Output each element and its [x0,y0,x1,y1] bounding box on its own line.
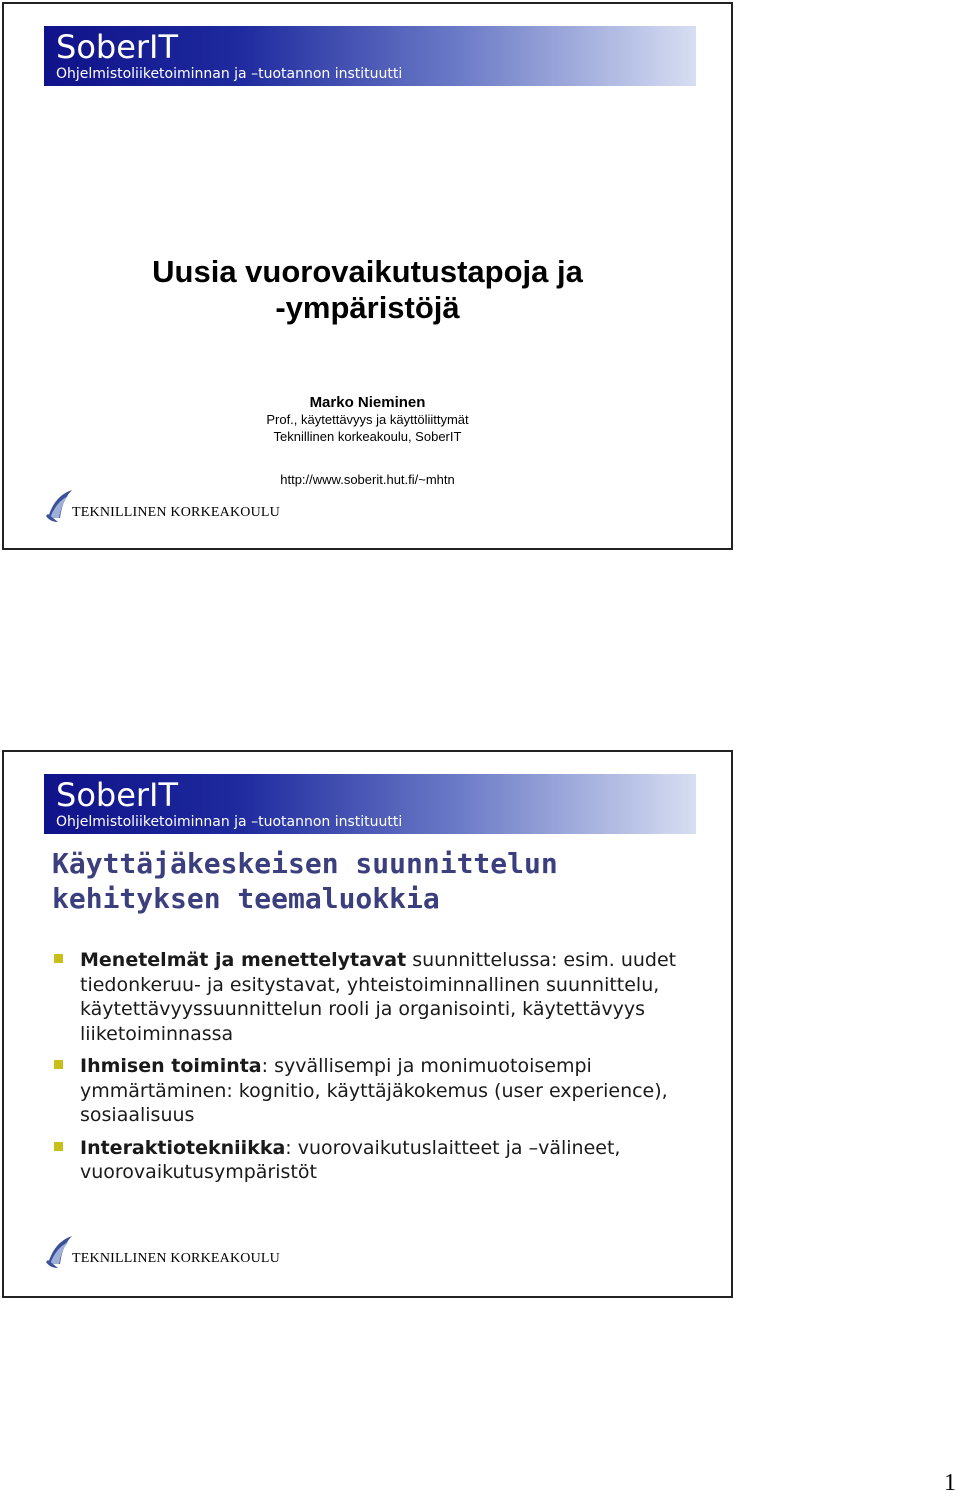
slide-1 [2,2,733,550]
bullet-heading: Interaktiotekniikka [80,1136,286,1159]
bullet-item [52,1054,702,1128]
slide-title-line-1: Uusia vuorovaikutustapoja ja [152,254,583,289]
university-emblem-icon [44,488,74,524]
brand-name: SoberIT [56,776,179,814]
slide-title-line-1: Käyttäjäkeskeisen suunnittelun [52,847,558,880]
bullet-square-icon [54,1060,63,1069]
author-affiliation: Teknillinen korkeakoulu, SoberIT [273,429,462,444]
slide-title-line-2: -ympäristöjä [275,290,460,325]
bullet-list [52,948,702,1193]
bullet-heading: Ihmisen toiminta [80,1055,262,1077]
bullet-heading: Menetelmät ja menettelytavat [80,949,407,971]
page-number: 1 [944,1470,956,1496]
slide-title [4,254,731,326]
bullet-item [52,948,702,1046]
university-name: TEKNILLINEN KORKEAKOULU [72,505,280,520]
slide-2 [2,750,733,1298]
slide-title [52,846,692,916]
slide-banner [44,26,696,86]
bullet-item [52,1136,702,1185]
university-logo [44,1234,304,1270]
university-emblem-icon [44,1234,74,1270]
university-name: TEKNILLINEN KORKEAKOULU [72,1251,280,1266]
author-url: http://www.soberit.hut.fi/~mhtn [280,472,455,487]
author-name: Marko Nieminen [309,394,426,411]
bullet-text: suunnittelussa: esim. uudet tiedonkeruu- ja esitystavat, yhteistoiminnallinen suunnittelu, käytettävyyssuunnittelun rooli ja organisointi, käytettävyys liiketoiminnassa [80,949,677,1045]
author-role: Prof., käytettävyys ja käyttöliittymät [266,412,469,427]
brand-name: SoberIT [56,28,179,66]
slide-banner [44,774,696,834]
bullet-square-icon [54,954,63,963]
brand-subtitle: Ohjelmistoliiketoiminnan ja –tuotannon instituutti [56,814,403,830]
bullet-text: : vuorovaikutuslaitteet ja –välineet, vuorovaikutusympäristöt [80,1136,621,1183]
slide-title-line-2: kehityksen teemaluokkia [52,882,440,915]
bullet-square-icon [54,1142,63,1151]
university-logo [44,488,304,524]
bullet-text: : syvällisempi ja monimuotoisempi ymmärtäminen: kognitio, käyttäjäkokemus (user experience), sosiaalisuus [80,1055,668,1126]
author-block [4,394,731,445]
brand-subtitle: Ohjelmistoliiketoiminnan ja –tuotannon instituutti [56,66,403,82]
